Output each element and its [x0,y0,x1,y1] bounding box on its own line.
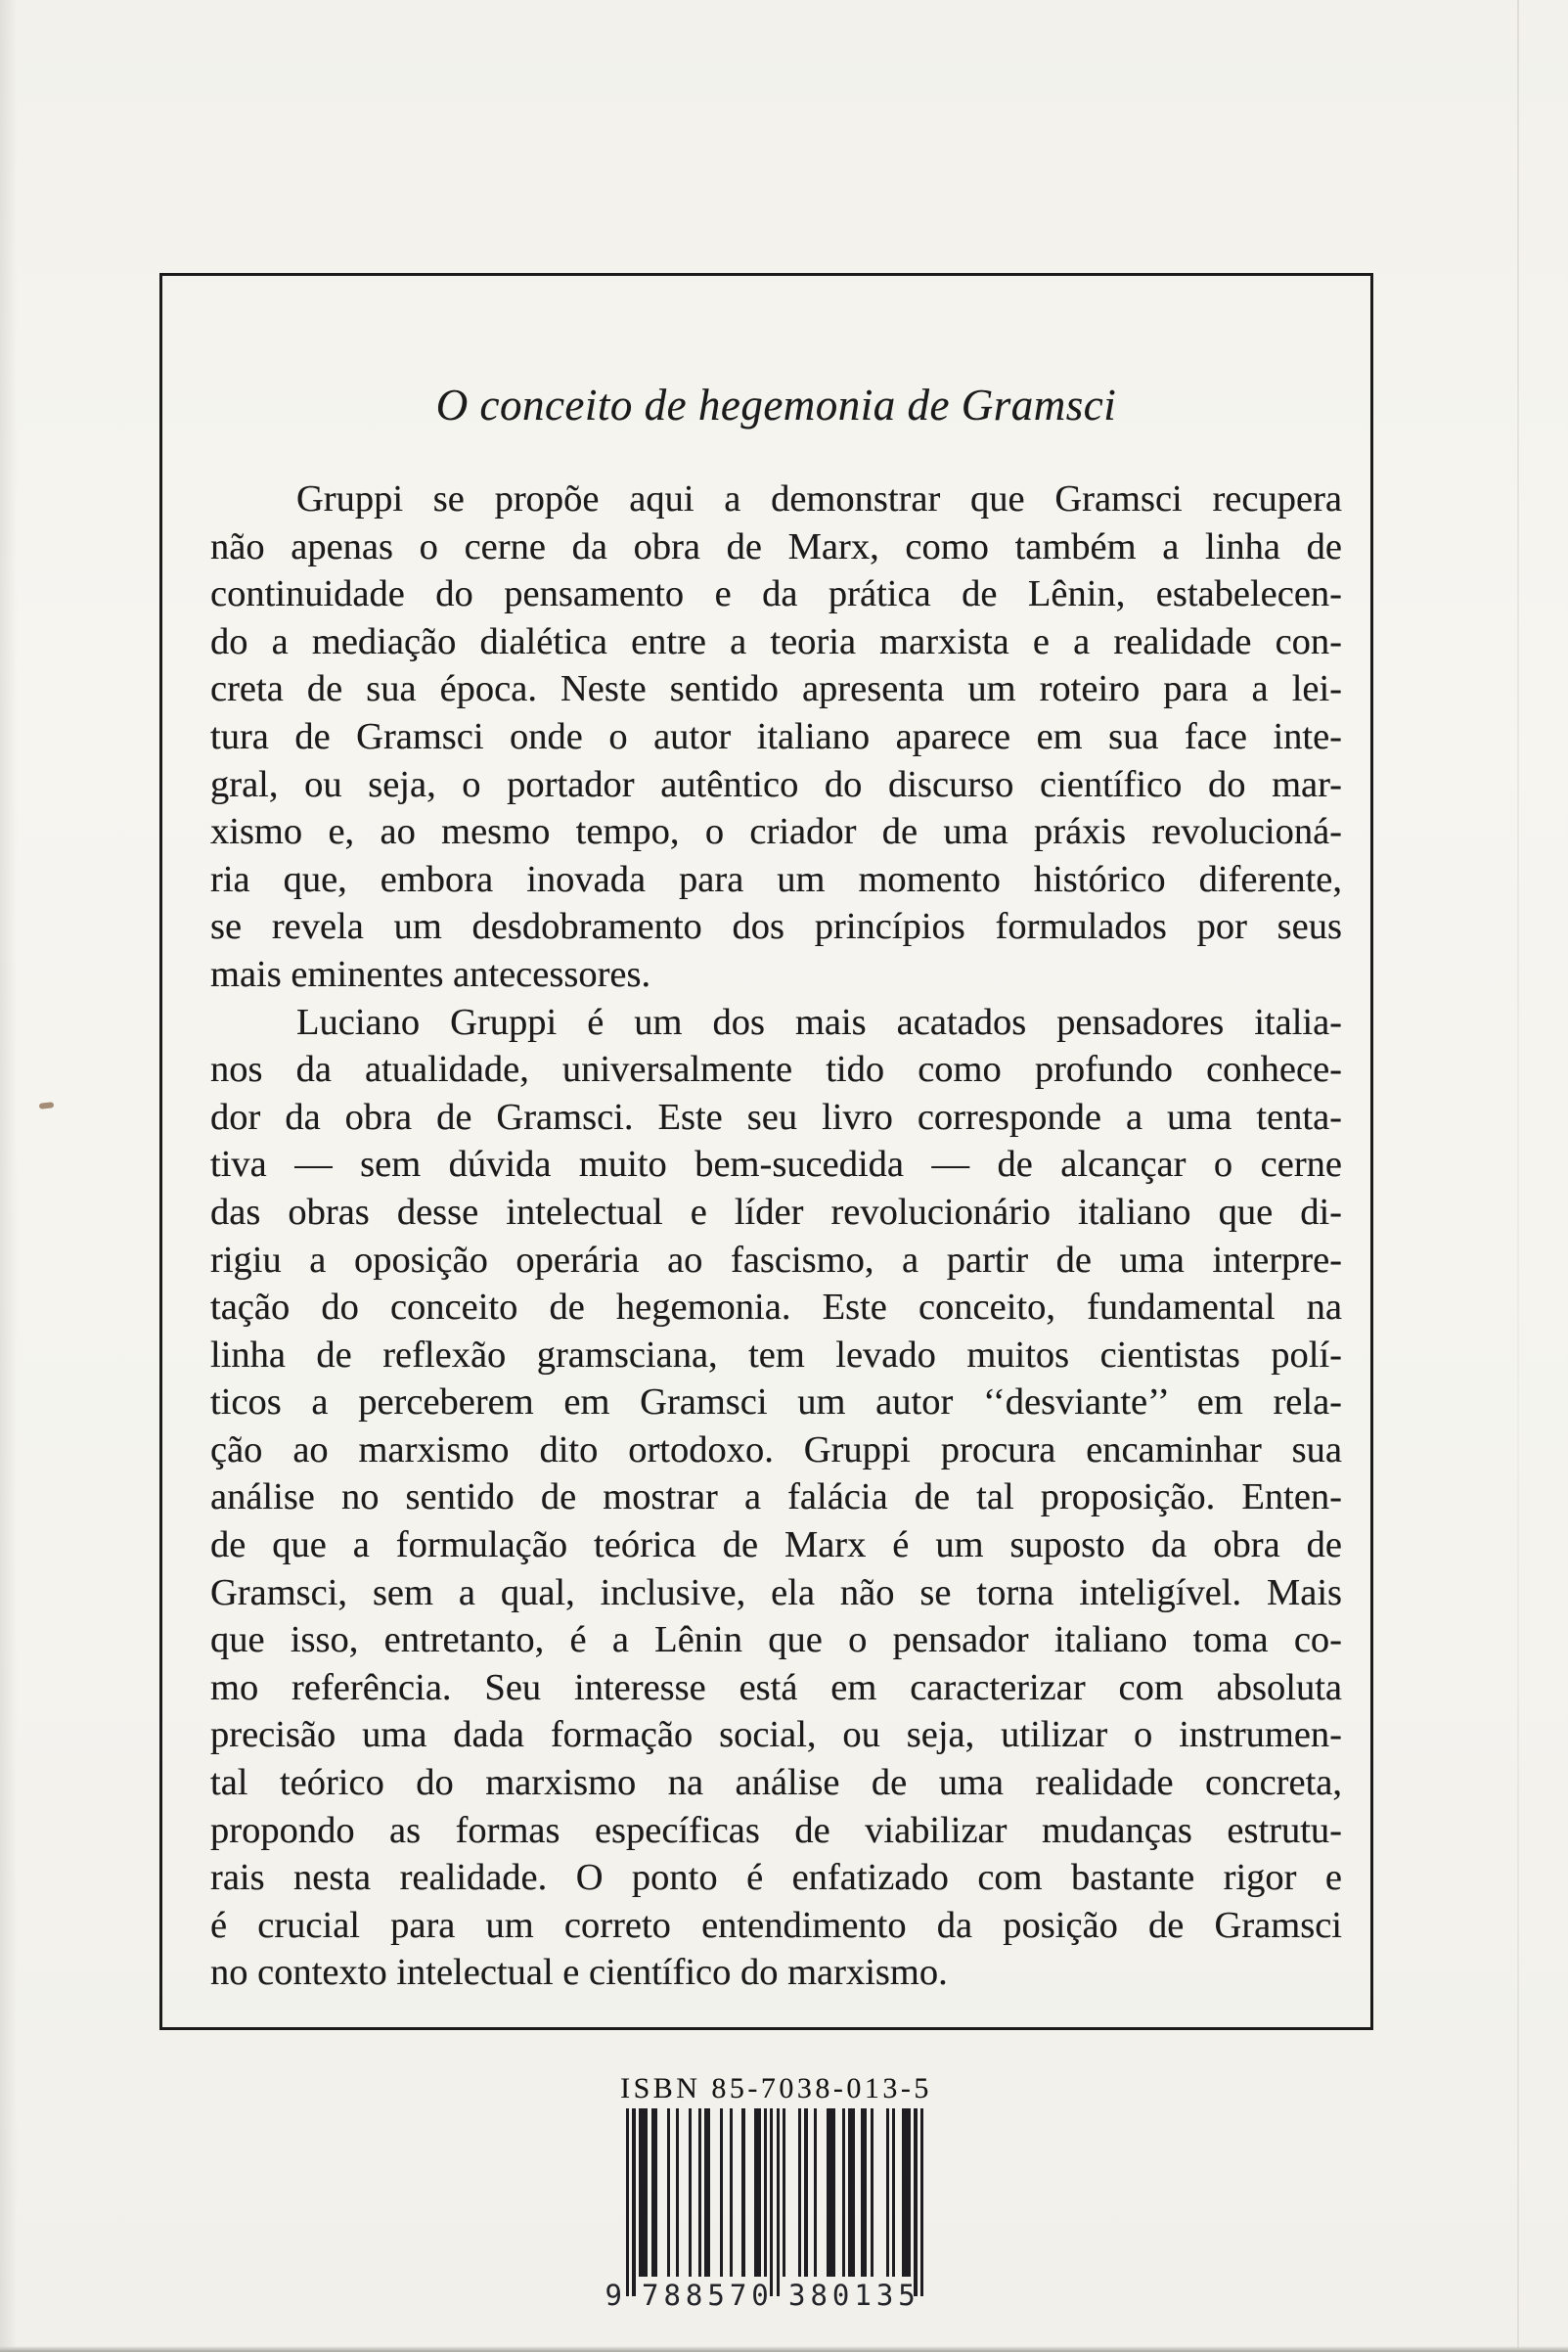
text-line: mo referência. Seu interesse está em caracterizar com absoluta [210,1666,1342,1708]
barcode-bar [892,2108,895,2277]
text-line: creta de sua época. Neste sentido apresenta um roteiro para a lei- [210,668,1342,710]
barcode-bar [741,2108,744,2277]
text-line: ticos a perceberem em Gramsci um autor ‘‘desviante’’ em rela- [210,1381,1342,1424]
text-line: de que a formulação teórica de Marx é um suposto da obra de [210,1524,1342,1566]
scan-crease [1517,0,1519,2352]
text-line: análise no sentido de mostrar a falácia de tal proposição. Enten- [210,1476,1342,1518]
barcode-digit-group1: 788570 [642,2279,774,2312]
text-line: é crucial para um correto entendimento da posição de Gramsci [210,1904,1342,1946]
text-line: tura de Gramsci onde o autor italiano aparece em sua face inte- [210,715,1342,757]
barcode-bar [871,2108,874,2277]
text-line: gral, ou seja, o portador autêntico do discurso científico do mar- [210,763,1342,805]
scan-edge-shadow [0,0,22,2352]
synopsis-text [210,475,1342,1997]
barcode-guard-bar [920,2108,923,2296]
barcode-bar [886,2108,889,2277]
isbn-number: ISBN 85-7038-013-5 [620,2072,932,2104]
barcode-guard-bar [770,2108,773,2296]
text-line: se revela um desdobramento dos princípios formulados por seus [210,906,1342,948]
text-line: Luciano Gruppi é um dos mais acatados pensadores italia- [296,1001,1342,1043]
barcode-bar [720,2108,723,2277]
barcode-bar [851,2108,854,2277]
ean13-barcode [626,2108,923,2296]
barcode-bar [645,2108,648,2277]
text-line: no contexto intelectual e científico do marxismo. [210,1952,948,1994]
book-title: O conceito de hegemonia de Gramsci [435,381,1117,430]
text-line: rais nesta realidade. O ponto é enfatizado com bastante rigor e [210,1857,1342,1899]
text-line: nos da atualidade, universalmente tido como profundo conhece- [210,1049,1342,1091]
barcode-guard-bar [777,2108,780,2296]
barcode-bar [798,2108,801,2277]
text-line: ria que, embora inovada para um momento histórico diferente, [210,858,1342,900]
text-line: rigiu a oposição operária ao fascismo, a partir de uma interpre- [210,1239,1342,1281]
barcode-bar [864,2108,867,2277]
barcode-bar [832,2108,835,2277]
barcode-bar [730,2108,733,2277]
text-line: xismo e, ao mesmo tempo, o criador de uma práxis revolucioná- [210,811,1342,853]
barcode-bar [698,2108,701,2277]
text-line: mais eminentes antecessores. [210,953,651,995]
barcode-bar [676,2108,679,2277]
text-line: não apenas o cerne da obra de Marx, como também a linha de [210,525,1342,567]
barcode-digit-group2: 380135 [788,2279,920,2312]
text-line: Gramsci, sem a qual, inclusive, ela não se torna inteligível. Mais [210,1571,1342,1613]
paragraph-1 [210,475,1342,999]
barcode-digit-first: 9 [605,2279,622,2312]
barcode-guard-bar [632,2108,635,2296]
barcode-bar [814,2108,817,2277]
text-line: do a mediação dialética entre a teoria marxista e a realidade con- [210,620,1342,662]
barcode-bar [667,2108,670,2277]
text-line: Gruppi se propõe aqui a demonstrar que Gramsci recupera [296,478,1342,520]
barcode-bar [654,2108,657,2277]
text-line: tiva — sem dúvida muito bem-sucedida — de alcançar o cerne [210,1144,1342,1186]
scan-artifact-dash [39,1102,55,1109]
text-line: ção ao marxismo dito ortodoxo. Gruppi procura encaminhar sua [210,1428,1342,1470]
barcode-bar [757,2108,760,2277]
text-line: das obras desse intelectual e líder revolucionário italiano que di- [210,1191,1342,1233]
text-line: dor da obra de Gramsci. Este seu livro corresponde a uma tenta- [210,1096,1342,1138]
text-line: que isso, entretanto, é a Lênin que o pensador italiano toma co- [210,1619,1342,1661]
text-line: precisão uma dada formação social, ou seja, utilizar o instrumen- [210,1714,1342,1756]
text-line: tal teórico do marxismo na análise de uma realidade concreta, [210,1762,1342,1804]
barcode-bar [804,2108,807,2277]
barcode-bar [764,2108,767,2277]
scan-bottom-edge [0,2346,1568,2352]
text-line: linha de reflexão gramsciana, tem levado muitos cientistas polí- [210,1334,1342,1376]
barcode-bar [842,2108,845,2277]
paragraph-2 [210,999,1342,1997]
barcode-bar [689,2108,692,2277]
barcode-guard-bar [626,2108,629,2296]
barcode-guard-bar [914,2108,917,2296]
text-line: propondo as formas específicas de viabilizar mudanças estrutu- [210,1809,1342,1851]
barcode-bar [908,2108,911,2277]
barcode-bar [707,2108,710,2277]
barcode-bar [783,2108,785,2277]
text-line: continuidade do pensamento e da prática de Lênin, estabelecen- [210,573,1342,615]
text-line: tação do conceito de hegemonia. Este conceito, fundamental na [210,1287,1342,1329]
